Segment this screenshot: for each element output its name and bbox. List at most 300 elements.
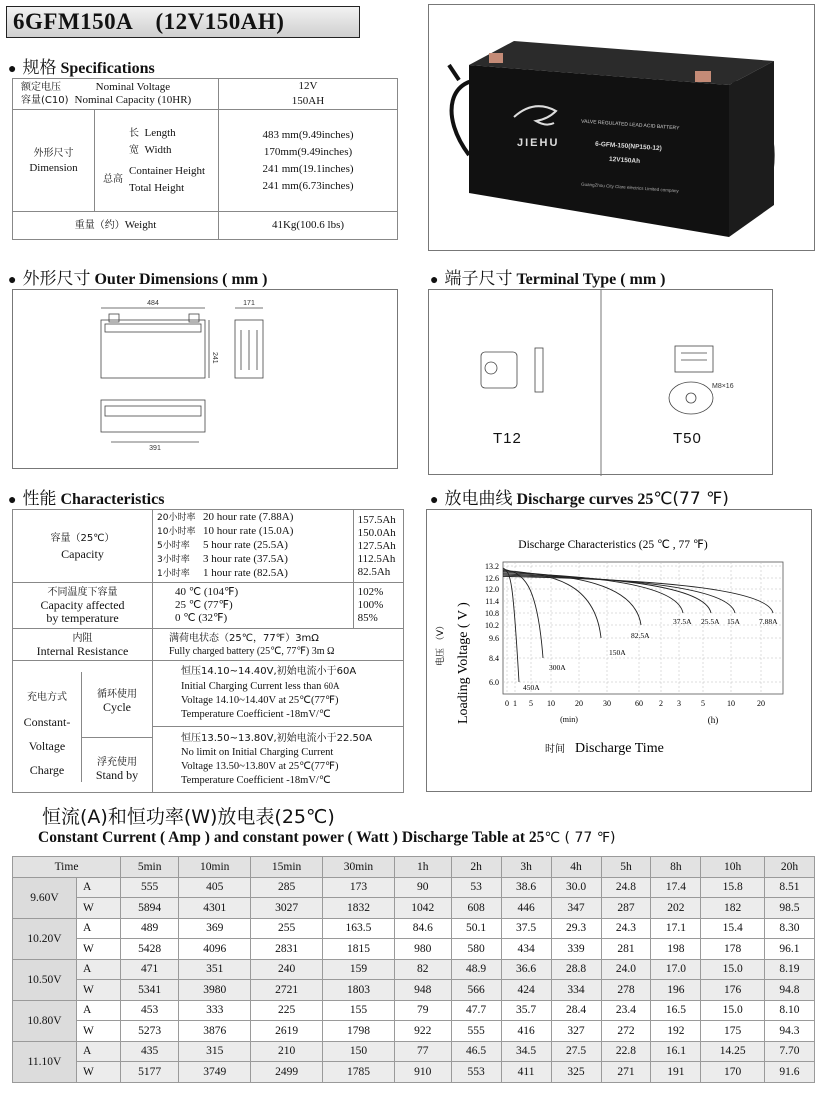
rate-row xyxy=(157,539,353,553)
table-cell: 46.5 xyxy=(451,1041,501,1062)
cycle-line2: Initial Charging Current less than xyxy=(181,681,322,692)
table-cell: 198 xyxy=(651,939,701,960)
charge-zh: 充电方式 xyxy=(27,691,67,703)
characteristics-heading: ● 性能 Characteristics xyxy=(8,489,165,509)
table-cell: 17.4 xyxy=(651,877,701,898)
x-unit-min: (min) xyxy=(560,715,578,724)
table-cell: 3027 xyxy=(251,898,323,919)
table-cell: 5894 xyxy=(121,898,179,919)
table-cell: 5177 xyxy=(121,1062,179,1083)
table-cell: 24.0 xyxy=(601,959,651,980)
standby-en: Stand by xyxy=(95,767,139,782)
table-cell: 555 xyxy=(451,1021,501,1042)
total-height-value: 241 mm(6.73inches) xyxy=(262,179,354,192)
table-cell: 175 xyxy=(701,1021,765,1042)
table-cell: 3876 xyxy=(179,1021,251,1042)
table-header-cell: 20h xyxy=(764,857,814,878)
table-cell: 315 xyxy=(179,1041,251,1062)
amp-label: A xyxy=(77,959,121,980)
table-cell: 8.10 xyxy=(764,1000,814,1021)
ir-line2: Fully charged battery (25℃, 77℉) 3m Ω xyxy=(169,645,335,657)
weight-value: 41Kg(100.6 lbs) xyxy=(219,212,398,240)
series-label: 15A xyxy=(727,617,740,626)
series-label: 450A xyxy=(523,683,540,692)
temp-en1: Capacity affected xyxy=(40,598,125,612)
watt-label: W xyxy=(77,898,121,919)
table-cell: 8.30 xyxy=(764,918,814,939)
y-tick-label: 10.8 xyxy=(485,609,499,618)
table-cell: 411 xyxy=(501,1062,551,1083)
outer-dimensions-drawing xyxy=(12,289,398,469)
weight-zh: 重量（约） xyxy=(74,220,125,231)
table-cell: 47.7 xyxy=(451,1000,501,1021)
length-label: Length xyxy=(144,126,176,139)
spec-heading: ● 规格 Specifications xyxy=(8,58,155,78)
table-cell: 608 xyxy=(451,898,501,919)
rate-row xyxy=(157,511,353,525)
rate-row xyxy=(157,525,353,539)
temp-en2: by temperature xyxy=(46,611,119,625)
x-tick-label: 3 xyxy=(677,699,681,708)
x-tick-label: 20 xyxy=(575,699,583,708)
voltage-cell: 10.50V xyxy=(13,959,77,1000)
table-header-cell: 10min xyxy=(179,857,251,878)
rate-row xyxy=(157,553,353,567)
watt-label: W xyxy=(77,939,121,960)
dim-length: 484 xyxy=(147,300,159,307)
table-cell: 1785 xyxy=(323,1062,395,1083)
table-cell: 2721 xyxy=(251,980,323,1001)
temp-zh: 不同温度下容量 xyxy=(47,587,118,598)
outer-dimensions-heading: ● 外形尺寸 Outer Dimensions ( mm ) xyxy=(8,269,268,289)
chart-title: Discharge Characteristics (25 ℃ , 77 ℉) xyxy=(518,539,708,551)
table-cell: 53 xyxy=(451,877,501,898)
table-cell: 173 xyxy=(323,877,395,898)
table-cell: 4301 xyxy=(179,898,251,919)
table-cell: 1042 xyxy=(394,898,451,919)
total-zh: 总高 xyxy=(103,173,123,185)
table-row xyxy=(13,939,815,960)
container-height-value: 241 mm(19.1inches) xyxy=(262,162,354,175)
table-cell: 38.6 xyxy=(501,877,551,898)
table-cell: 453 xyxy=(121,1000,179,1021)
table-cell: 922 xyxy=(394,1021,451,1042)
table-cell: 225 xyxy=(251,1000,323,1021)
width-label: Width xyxy=(144,143,172,156)
discharge-curve xyxy=(503,570,601,638)
table-cell: 159 xyxy=(323,959,395,980)
weight-label: Weight xyxy=(124,219,157,231)
rate-zh: 5小时率 xyxy=(157,541,190,551)
table-cell: 2831 xyxy=(251,939,323,960)
table-cell: 3749 xyxy=(179,1062,251,1083)
table-cell: 30.0 xyxy=(551,877,601,898)
table-cell: 84.6 xyxy=(394,918,451,939)
series-label: 82.5A xyxy=(631,631,650,640)
x-tick-label: 30 xyxy=(603,699,611,708)
rate-value: 82.5Ah xyxy=(357,565,391,578)
length-value: 483 mm(9.49inches) xyxy=(262,128,354,141)
table-cell: 278 xyxy=(601,980,651,1001)
table-cell: 23.4 xyxy=(601,1000,651,1021)
table-row xyxy=(13,1021,815,1042)
product-title: 6GFM150A (12V150AH) xyxy=(6,6,360,38)
width-value: 170mm(9.49inches) xyxy=(263,145,353,158)
rate-row xyxy=(157,567,353,581)
discharge-table xyxy=(12,856,815,1083)
table-cell: 405 xyxy=(179,877,251,898)
cycle-line1: 恒压14.10~14.40V,初始电流小于60A xyxy=(181,666,357,677)
table-cell: 2619 xyxy=(251,1021,323,1042)
label-maker: GuangZhou City Clare electrics Limited company xyxy=(580,181,679,194)
table-cell: 96.1 xyxy=(764,939,814,960)
table-header-cell: 15min xyxy=(251,857,323,878)
capacity-en: Capacity xyxy=(61,546,104,561)
temp-value: 100% xyxy=(357,599,384,611)
table-cell: 15.0 xyxy=(701,1000,765,1021)
table-cell: 369 xyxy=(179,918,251,939)
cycle-line3: Voltage 14.10~14.40V at 25℃(77℉) xyxy=(181,695,339,706)
table-header-cell: Time xyxy=(13,857,121,878)
table-cell: 29.3 xyxy=(551,918,601,939)
voltage-value: 12V xyxy=(298,80,318,92)
table-header-cell: 5h xyxy=(601,857,651,878)
terminal-t12-label: T12 xyxy=(493,430,522,447)
cycle-line2b: 60A xyxy=(324,681,340,691)
table-cell: 327 xyxy=(551,1021,601,1042)
table-cell: 980 xyxy=(394,939,451,960)
amp-label: A xyxy=(77,877,121,898)
label-model: 6-GFM-150(NP150-12) xyxy=(594,140,662,153)
discharge-heading: ● 放电曲线 Discharge curves 25℃(77 ℉) xyxy=(430,489,729,509)
standby-line4: Temperature Coefficient -18mV/℃ xyxy=(181,774,331,786)
table-cell: 240 xyxy=(251,959,323,980)
rate-en: 10 hour rate (15.0A) xyxy=(203,525,294,537)
dimension-zh: 外形尺寸 xyxy=(33,147,74,159)
table-cell: 202 xyxy=(651,898,701,919)
x-tick-label: 20 xyxy=(757,699,765,708)
rate-value: 112.5Ah xyxy=(357,552,396,565)
amp-label: A xyxy=(77,918,121,939)
brand-name: JIEHU xyxy=(517,137,560,149)
battery-photo xyxy=(428,4,815,251)
table-cell: 5341 xyxy=(121,980,179,1001)
rate-list xyxy=(153,510,354,583)
table-cell: 255 xyxy=(251,918,323,939)
discharge-chart xyxy=(426,509,812,792)
container-height-label: Container Height xyxy=(129,164,206,177)
temp-value: 85% xyxy=(357,612,378,624)
series-label: 7.88A xyxy=(759,617,778,626)
table-cell: 5273 xyxy=(121,1021,179,1042)
x-tick-label: 60 xyxy=(635,699,643,708)
table-cell: 446 xyxy=(501,898,551,919)
table-cell: 176 xyxy=(701,980,765,1001)
rate-zh: 3小时率 xyxy=(157,555,190,565)
table-cell: 285 xyxy=(251,877,323,898)
rate-zh: 10小时率 xyxy=(157,527,196,537)
terminal-t50-label: T50 xyxy=(673,430,702,447)
table-cell: 948 xyxy=(394,980,451,1001)
table-header-cell: 30min xyxy=(323,857,395,878)
table-cell: 34.5 xyxy=(501,1041,551,1062)
x-tick-label: 5 xyxy=(701,699,705,708)
table-row xyxy=(13,980,815,1001)
table-cell: 22.8 xyxy=(601,1041,651,1062)
table-cell: 48.9 xyxy=(451,959,501,980)
table-cell: 150 xyxy=(323,1041,395,1062)
nominal-zh: 额定电压 容量(C10) xyxy=(21,82,69,106)
table-cell: 94.3 xyxy=(764,1021,814,1042)
series-label: 150A xyxy=(609,648,626,657)
rate-en: 5 hour rate (25.5A) xyxy=(203,539,288,551)
table-cell: 1798 xyxy=(323,1021,395,1042)
table-cell: 163.5 xyxy=(323,918,395,939)
table-cell: 155 xyxy=(323,1000,395,1021)
table-header-cell: 1h xyxy=(394,857,451,878)
rate-en: 20 hour rate (7.88A) xyxy=(203,511,294,523)
standby-line2: No limit on Initial Charging Current xyxy=(181,746,334,758)
x-tick-label: 10 xyxy=(547,699,555,708)
table-heading-zh: 恒流(A)和恒功率(W)放电表(25℃) xyxy=(42,806,335,828)
rate-value: 150.0Ah xyxy=(357,526,396,539)
table-cell: 82 xyxy=(394,959,451,980)
table-cell: 424 xyxy=(501,980,551,1001)
table-row xyxy=(13,898,815,919)
table-cell: 91.6 xyxy=(764,1062,814,1083)
standby-zh: 浮充使用 xyxy=(97,756,137,768)
x-tick-label: 5 xyxy=(529,699,533,708)
total-height-label: Total Height xyxy=(129,181,185,194)
table-heading-en: Constant Current ( Amp ) and constant power ( Watt ) Discharge Table at 25℃ ( 77 ℉) xyxy=(38,829,616,846)
y-axis-title: Loading Voltage ( V ) xyxy=(456,602,471,724)
ir-line1: 满荷电状态（25℃，77℉）3mΩ xyxy=(169,632,319,644)
rate-value: 157.5Ah xyxy=(357,513,396,526)
table-row xyxy=(13,1041,815,1062)
table-cell: 347 xyxy=(551,898,601,919)
y-tick-label: 12.6 xyxy=(485,574,499,583)
standby-line3: Voltage 13.50~13.80V at 25℃(77℉) xyxy=(181,760,339,772)
table-cell: 15.8 xyxy=(701,877,765,898)
table-cell: 37.5 xyxy=(501,918,551,939)
table-header-cell: 2h xyxy=(451,857,501,878)
table-cell: 16.1 xyxy=(651,1041,701,1062)
dim-width: 171 xyxy=(243,300,255,307)
length-zh: 长 xyxy=(129,127,139,139)
label-top: VALVE REGULATED LEAD ACID BATTERY xyxy=(580,118,680,132)
table-header-cell: 3h xyxy=(501,857,551,878)
x-tick-label: 10 xyxy=(727,699,735,708)
table-cell: 281 xyxy=(601,939,651,960)
table-cell: 35.7 xyxy=(501,1000,551,1021)
terminal-drawing xyxy=(428,289,773,475)
table-cell: 434 xyxy=(501,939,551,960)
table-cell: 15.0 xyxy=(701,959,765,980)
series-label: 37.5A xyxy=(673,617,692,626)
table-cell: 77 xyxy=(394,1041,451,1062)
table-cell: 196 xyxy=(651,980,701,1001)
table-cell: 182 xyxy=(701,898,765,919)
y-axis-title-zh: 电压 （V） xyxy=(436,620,446,666)
table-cell: 170 xyxy=(701,1062,765,1083)
ir-en: Internal Resistance xyxy=(36,643,129,658)
table-cell: 210 xyxy=(251,1041,323,1062)
amp-label: A xyxy=(77,1041,121,1062)
y-tick-label: 12.0 xyxy=(485,585,499,594)
rate-en: 1 hour rate (82.5A) xyxy=(203,567,288,579)
discharge-curve xyxy=(503,569,543,658)
rate-en: 3 hour rate (37.5A) xyxy=(203,553,288,565)
table-cell: 435 xyxy=(121,1041,179,1062)
table-header-cell: 8h xyxy=(651,857,701,878)
table-cell: 8.51 xyxy=(764,877,814,898)
table-cell: 16.5 xyxy=(651,1000,701,1021)
x-axis-title-zh: 时间 xyxy=(545,744,565,755)
table-cell: 471 xyxy=(121,959,179,980)
temp-row: 25 ℃ (77℉) xyxy=(175,599,233,611)
temp-list xyxy=(153,583,354,629)
rate-value: 127.5Ah xyxy=(357,539,396,552)
table-row xyxy=(13,877,815,898)
table-cell: 1815 xyxy=(323,939,395,960)
table-cell: 489 xyxy=(121,918,179,939)
table-cell: 24.3 xyxy=(601,918,651,939)
voltage-cell: 10.20V xyxy=(13,918,77,959)
dim-base: 391 xyxy=(149,445,161,452)
table-cell: 90 xyxy=(394,877,451,898)
y-tick-label: 13.2 xyxy=(485,562,499,571)
table-row xyxy=(13,1000,815,1021)
table-cell: 5428 xyxy=(121,939,179,960)
voltage-cell: 9.60V xyxy=(13,877,77,918)
table-cell: 17.1 xyxy=(651,918,701,939)
table-cell: 1803 xyxy=(323,980,395,1001)
cycle-line4: Temperature Coefficient -18mV/℃ xyxy=(181,709,331,720)
table-cell: 15.4 xyxy=(701,918,765,939)
table-cell: 192 xyxy=(651,1021,701,1042)
rate-zh: 1小时率 xyxy=(157,569,190,579)
cycle-en: Cycle xyxy=(103,699,131,714)
dimension-en: Dimension xyxy=(29,161,78,174)
x-unit-h: (h) xyxy=(707,715,719,725)
x-axis-title: Discharge Time xyxy=(575,741,664,756)
table-cell: 910 xyxy=(394,1062,451,1083)
table-cell: 555 xyxy=(121,877,179,898)
amp-label: A xyxy=(77,1000,121,1021)
table-cell: 191 xyxy=(651,1062,701,1083)
x-tick-label: 1 xyxy=(513,699,517,708)
table-cell: 580 xyxy=(451,939,501,960)
discharge-chart-svg xyxy=(427,510,813,793)
table-cell: 334 xyxy=(551,980,601,1001)
table-row xyxy=(13,1062,815,1083)
table-row xyxy=(13,959,815,980)
watt-label: W xyxy=(77,980,121,1001)
temp-row: 40 ℃ (104℉) xyxy=(175,586,239,598)
rate-values xyxy=(353,510,403,583)
table-cell: 79 xyxy=(394,1000,451,1021)
table-cell: 566 xyxy=(451,980,501,1001)
spec-table xyxy=(12,78,398,240)
voltage-cell: 10.80V xyxy=(13,1000,77,1041)
table-cell: 28.8 xyxy=(551,959,601,980)
table-header-cell: 10h xyxy=(701,857,765,878)
table-cell: 178 xyxy=(701,939,765,960)
table-cell: 98.5 xyxy=(764,898,814,919)
temp-row: 0 ℃ (32℉) xyxy=(175,612,228,624)
characteristics-table xyxy=(12,509,404,793)
table-cell: 94.8 xyxy=(764,980,814,1001)
x-tick-label: 2 xyxy=(659,699,663,708)
y-tick-label: 10.2 xyxy=(485,621,499,630)
dim-height: 241 xyxy=(211,352,218,364)
table-cell: 333 xyxy=(179,1000,251,1021)
table-cell: 351 xyxy=(179,959,251,980)
table-cell: 2499 xyxy=(251,1062,323,1083)
table-cell: 24.8 xyxy=(601,877,651,898)
capacity-value: 150AH xyxy=(291,95,325,107)
y-tick-label: 8.4 xyxy=(489,654,499,663)
table-cell: 27.5 xyxy=(551,1041,601,1062)
series-label: 25.5A xyxy=(701,617,720,626)
terminal-heading: ● 端子尺寸 Terminal Type ( mm ) xyxy=(430,269,666,289)
x-tick-label: 0 xyxy=(505,699,509,708)
charge-en2: Voltage xyxy=(28,738,66,753)
table-cell: 287 xyxy=(601,898,651,919)
table-cell: 1832 xyxy=(323,898,395,919)
rate-zh: 20小时率 xyxy=(157,513,196,523)
nominal-capacity-label: Nominal Capacity (10HR) xyxy=(74,94,192,106)
standby-line1: 恒压13.50~13.80V,初始电流小于22.50A xyxy=(181,732,373,744)
table-cell: 36.6 xyxy=(501,959,551,980)
voltage-cell: 11.10V xyxy=(13,1041,77,1082)
table-header-cell: 5min xyxy=(121,857,179,878)
y-tick-label: 6.0 xyxy=(489,678,499,687)
temp-values xyxy=(353,583,403,629)
ir-zh: 内阻 xyxy=(72,632,93,644)
table-cell: 339 xyxy=(551,939,601,960)
table-cell: 7.70 xyxy=(764,1041,814,1062)
table-cell: 4096 xyxy=(179,939,251,960)
table-cell: 17.0 xyxy=(651,959,701,980)
label-rating: 12V150Ah xyxy=(608,155,641,166)
table-cell: 271 xyxy=(601,1062,651,1083)
table-cell: 14.25 xyxy=(701,1041,765,1062)
table-cell: 3980 xyxy=(179,980,251,1001)
nominal-voltage-label: Nominal Voltage xyxy=(95,81,171,93)
bolt-label: M8×16 xyxy=(712,383,734,390)
table-cell: 416 xyxy=(501,1021,551,1042)
charge-en3: Charge xyxy=(29,762,65,777)
table-header-cell: 4h xyxy=(551,857,601,878)
charge-en1: Constant- xyxy=(23,714,71,729)
watt-label: W xyxy=(77,1062,121,1083)
capacity-zh: 容量（25℃） xyxy=(50,532,115,544)
table-cell: 8.19 xyxy=(764,959,814,980)
table-cell: 325 xyxy=(551,1062,601,1083)
table-cell: 553 xyxy=(451,1062,501,1083)
cycle-zh: 循环使用 xyxy=(97,688,137,700)
temp-value: 102% xyxy=(357,586,384,598)
y-tick-label: 9.6 xyxy=(489,634,499,643)
table-cell: 50.1 xyxy=(451,918,501,939)
table-row xyxy=(13,918,815,939)
series-label: 300A xyxy=(549,663,566,672)
width-zh: 宽 xyxy=(129,144,139,156)
y-tick-label: 11.4 xyxy=(485,597,499,606)
table-cell: 272 xyxy=(601,1021,651,1042)
watt-label: W xyxy=(77,1021,121,1042)
